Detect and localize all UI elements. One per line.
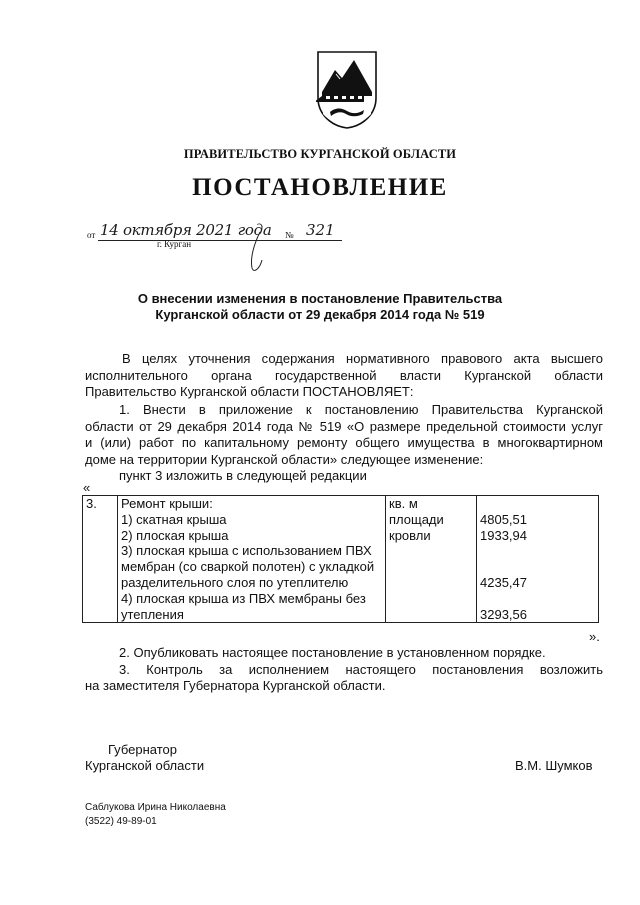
value: 3293,56 [480,606,527,622]
value: 1933,94 [480,527,527,543]
number-sign: № [285,230,294,240]
number-handwritten: 321 [306,221,335,239]
paragraph-line: исполнительного органа государственной власти Курганской области [85,367,603,383]
work-line: Ремонт крыши: [121,496,213,511]
work-line: 4) плоская крыша из ПВХ мембраны без [121,590,366,606]
paragraph-line: доме на территории Курганской области» следующее изменение: [85,451,484,467]
work-line: 1) скатная крыша [121,511,227,527]
paragraph-line: на заместителя Губернатора Курганской области. [85,678,386,694]
unit-line: кровли [389,527,431,543]
table-row [83,496,599,623]
intro-paragraph [85,351,603,401]
handwritten-stroke [248,230,268,274]
paragraph-line: 2. Опубликовать настоящее постановление в установленном порядке. [119,645,546,660]
executor-name: Саблукова Ирина Николаевна [85,802,226,813]
paragraph-line: 1. Внести в приложение к постановлению Правительства Курганской [119,402,603,417]
value: 4805,51 [480,511,527,527]
items-2-3-paragraph [85,645,603,695]
paragraph-line: 3. Контроль за исполнением настоящего постановления возложить [119,661,603,677]
date-prefix: от [87,230,96,240]
executor-phone: (3522) 49-89-01 [85,816,157,827]
item-number-cell [83,496,118,623]
work-line: 3) плоская крыша с использованием ПВХ [121,543,372,559]
unit-line: площади [389,511,444,527]
heading-line: О внесении изменения в постановление Правительства [137,291,503,306]
unit-cell [386,496,477,623]
paragraph-line: и (или) работ по капитальному ремонту общего имущества в многоквартирном [85,435,603,451]
date-handwritten: 14 октября 2021 года [100,221,272,239]
signatory-name: В.М. Шумков [515,758,593,773]
quote-close: ». [589,629,600,644]
date-underline [98,240,342,241]
coat-of-arms-emblem [316,50,378,130]
price-table [82,495,599,623]
place-label: г. Курган [157,239,192,249]
work-line: 2) плоская крыша [121,527,229,543]
value-cell [477,496,599,623]
government-name: ПРАВИТЕЛЬСТВО КУРГАНСКОЙ ОБЛАСТИ [183,147,457,161]
unit-line: кв. м [389,496,418,511]
resolution-heading [0,291,640,323]
signatory-title-line2: Курганской области [85,758,205,773]
paragraph-line: В целях уточнения содержания нормативного правового акта высшего [122,351,603,366]
heading-line: Курганской области от 29 декабря 2014 года № 519 [155,307,485,322]
signatory-title-line1: Губернатор [108,742,177,757]
item-number: 3. [86,496,97,511]
document-type-title: ПОСТАНОВЛЕНИЕ [192,174,448,201]
work-line: мембран (со сваркой полотен) с укладкой [121,559,375,575]
work-line: утепления [121,606,184,622]
work-line: разделительного слоя по утеплителю [121,574,349,590]
work-description-cell [118,496,386,623]
item-1-paragraph [85,402,603,485]
quote-open: « [83,480,91,495]
paragraph-line: области от 29 декабря 2014 года № 519 «О размере предельной стоимости услуг [85,418,603,434]
paragraph-line: Правительство Курганской области ПОСТАНОВЛЯЕТ: [85,384,414,400]
value: 4235,47 [480,574,527,590]
paragraph-line: пункт 3 изложить в следующей редакции [119,468,367,484]
